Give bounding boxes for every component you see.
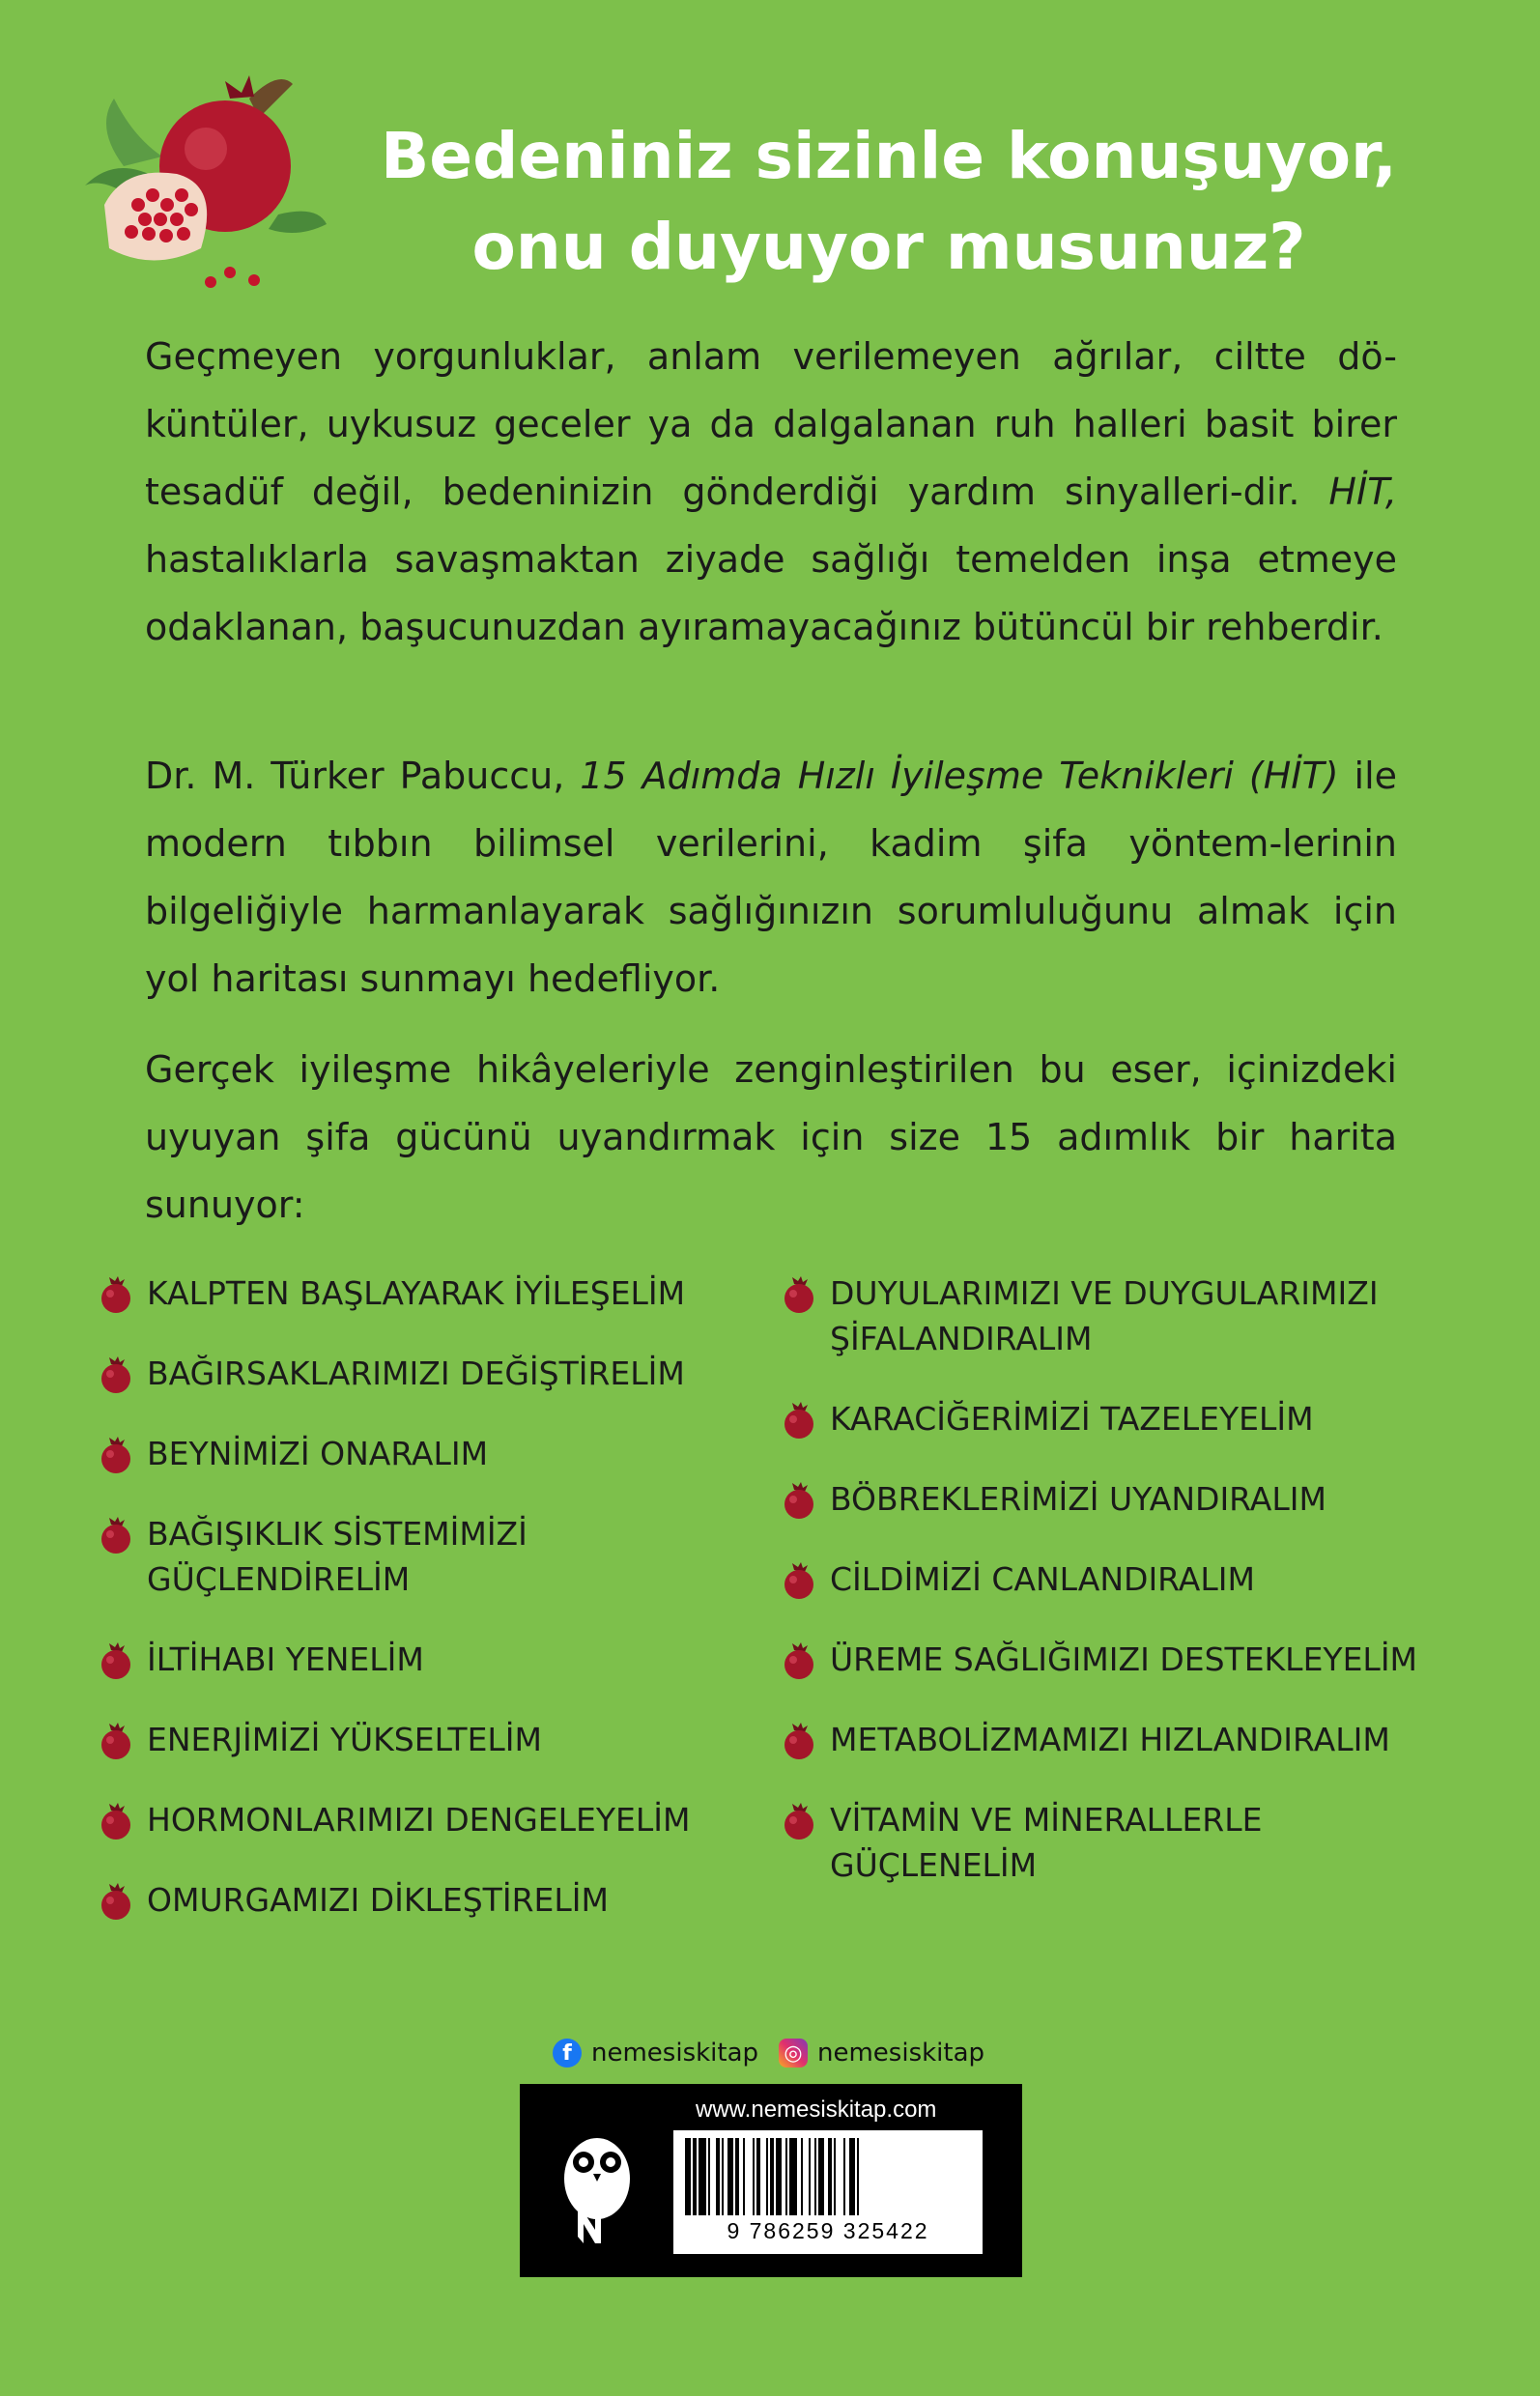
barcode-bar: [828, 2138, 832, 2215]
barcode-bar: [789, 2138, 797, 2215]
tax-note: KDV'den muaftır.: [962, 2166, 976, 2254]
pomegranate-bullet-icon: [97, 1723, 135, 1761]
steps-list-left: [95, 1270, 752, 1957]
facebook-icon: f: [553, 2039, 582, 2068]
paragraph-author-start: Dr. M. Türker Pabuccu,: [145, 755, 581, 797]
instagram-handle[interactable]: [779, 2039, 984, 2068]
pomegranate-bullet-icon: [97, 1356, 135, 1395]
pomegranate-bullet-icon: [780, 1402, 818, 1440]
barcode-bar: [814, 2138, 816, 2215]
step-label: CİLDİMİZİ CANLANDIRALIM: [830, 1560, 1255, 1598]
barcode-bar: [849, 2138, 855, 2215]
barcode-bar: [766, 2138, 768, 2215]
headline-line2: onu duyuyor musunuz?: [471, 210, 1306, 284]
step-label: ÜREME SAĞLIĞIMIZI DESTEKLEYELİM: [830, 1640, 1418, 1678]
pomegranate-bullet-icon: [97, 1883, 135, 1922]
barcode-bar: [743, 2138, 745, 2215]
owl-logo-icon: [549, 2125, 645, 2256]
pomegranate-bullet-icon: [780, 1482, 818, 1521]
step-label: BÖBREKLERİMİZİ UYANDIRALIM: [830, 1480, 1326, 1518]
pomegranate-bullet-icon: [780, 1723, 818, 1761]
facebook-handle-text: nemesiskitap: [591, 2039, 759, 2068]
step-label: KALPTEN BAŞLAYARAK İYİLEŞELİM: [147, 1274, 686, 1312]
pomegranate-bullet-icon: [97, 1642, 135, 1681]
step-item: [778, 1476, 1435, 1522]
barcode-bar: [727, 2138, 733, 2215]
pomegranate-bullet-icon: [780, 1562, 818, 1601]
book-title-short: HİT,: [1328, 471, 1397, 513]
facebook-handle[interactable]: [553, 2039, 758, 2068]
barcode-bar: [716, 2138, 720, 2215]
pomegranate-bullet-icon: [780, 1642, 818, 1681]
barcode-bar: [809, 2138, 811, 2215]
step-label: METABOLİZMAMIZI HIZLANDIRALIM: [830, 1721, 1390, 1758]
step-item: [95, 1637, 752, 1682]
barcode-bar: [753, 2138, 755, 2215]
step-label: BEYNİMİZİ ONARALIM: [147, 1435, 489, 1472]
step-label: OMURGAMIZI DİKLEŞTİRELİM: [147, 1881, 609, 1919]
step-item: [95, 1351, 752, 1396]
isbn-number: 9 786259 325422: [727, 2218, 929, 2243]
paragraph-intro-start: Geçmeyen yorgunluklar, anlam verilemeyen ağrılar, ciltte dö-küntüler, uykusuz geceler ya da dalgalanan ruh halleri basit birer tesadüf değil, bedeninizin gönderdiği yardım sinyalleri-dir.: [145, 335, 1397, 513]
barcode-bar: [785, 2138, 787, 2215]
step-label: DUYULARIMIZI VE DUYGULARIMIZI ŞİFALANDIRALIM: [830, 1274, 1379, 1357]
barcode-bar: [834, 2138, 836, 2215]
barcode-bars: [673, 2130, 983, 2217]
pomegranate-bullet-icon: [780, 1276, 818, 1315]
step-item: [778, 1717, 1435, 1762]
step-item: [778, 1270, 1435, 1361]
barcode-bar: [699, 2138, 706, 2215]
step-label: BAĞIRSAKLARIMIZI DEĞİŞTİRELİM: [147, 1355, 685, 1392]
step-item: [778, 1396, 1435, 1441]
pomegranate-bullet-icon: [97, 1437, 135, 1475]
pomegranate-bullet-icon: [97, 1803, 135, 1841]
paragraph-intro: [145, 323, 1397, 661]
paragraph-author: [145, 742, 1397, 1013]
step-label: ENERJİMİZİ YÜKSELTELİM: [147, 1721, 543, 1758]
step-item: [95, 1511, 752, 1602]
barcode-bar: [770, 2138, 774, 2215]
barcode-bar: [722, 2138, 724, 2215]
barcode-bar: [843, 2138, 845, 2215]
paragraph-intro-end: hastalıklarla savaşmaktan ziyade sağlığı temelden inşa etmeye odaklanan, başucunuzdan ayıramayacağınız bütüncül bir rehberdir.: [145, 538, 1397, 648]
instagram-icon: ◎: [779, 2039, 808, 2068]
step-item: [778, 1797, 1435, 1888]
barcode-bar: [735, 2138, 739, 2215]
headline: [319, 111, 1459, 293]
barcode-bar: [801, 2138, 803, 2215]
paragraph-author-end: ile modern tıbbın bilimsel verilerini, kadim şifa yöntem-lerinin bilgeliğiyle harmanlayarak sağlığınızın sorumluluğunu almak için yol haritası sunmayı hedefliyor.: [145, 755, 1398, 1000]
barcode-bar: [693, 2138, 697, 2215]
step-label: HORMONLARIMIZI DENGELEYELİM: [147, 1801, 691, 1839]
step-label: KARACİĞERİMİZİ TAZELEYELİM: [830, 1400, 1314, 1438]
publisher-url[interactable]: www.nemesiskitap.com: [696, 2096, 937, 2123]
step-label: İLTİHABI YENELİM: [147, 1640, 424, 1678]
pomegranate-illustration: [85, 60, 327, 301]
step-label: VİTAMİN VE MİNERALLERLE GÜÇLENELİM: [830, 1801, 1263, 1884]
step-label: BAĞIŞIKLIK SİSTEMİMİZİ GÜÇLENDİRELİM: [147, 1515, 528, 1598]
pomegranate-bullet-icon: [97, 1276, 135, 1315]
barcode-bar: [818, 2138, 824, 2215]
step-item: [95, 1431, 752, 1476]
step-item: [95, 1877, 752, 1923]
barcode-bar: [708, 2138, 710, 2215]
pomegranate-bullet-icon: [780, 1803, 818, 1841]
barcode-bar: [857, 2138, 859, 2215]
barcode-bar: [756, 2138, 760, 2215]
book-title-full: 15 Adımda Hızlı İyileşme Teknikleri (HİT): [580, 755, 1339, 797]
step-item: [778, 1556, 1435, 1602]
step-item: [95, 1270, 752, 1316]
barcode-bar: [776, 2138, 782, 2215]
barcode-bar: [685, 2138, 691, 2215]
instagram-handle-text: nemesiskitap: [817, 2039, 985, 2068]
pomegranate-bullet-icon: [97, 1517, 135, 1555]
headline-line1: Bedeniniz sizinle konuşuyor,: [381, 119, 1397, 193]
steps-list-right: [778, 1270, 1435, 1923]
step-item: [95, 1717, 752, 1762]
step-item: [778, 1637, 1435, 1682]
step-item: [95, 1797, 752, 1842]
paragraph-steps-intro: Gerçek iyileşme hikâyeleriyle zenginleştirilen bu eser, içinizdeki uyuyan şifa gücünü uyandırmak için size 15 adımlık bir harita sunuyor:: [145, 1048, 1397, 1226]
